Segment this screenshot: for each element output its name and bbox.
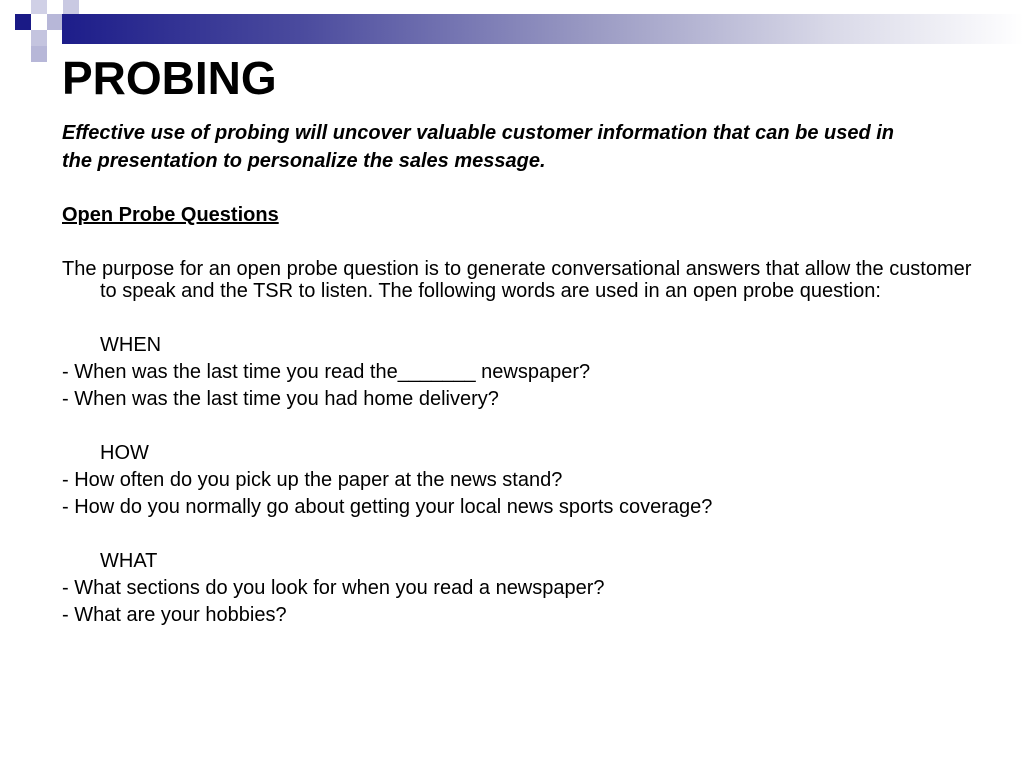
slide-body (62, 122, 982, 626)
slide-title: PROBING (62, 52, 277, 104)
deco-square (47, 14, 63, 30)
deco-square (31, 30, 47, 46)
spacer (62, 172, 982, 204)
header-gradient-bar (62, 14, 1024, 44)
purpose-paragraph: The purpose for an open probe question is to generate conversational answers that allow the customer to speak and the TSR to listen. The following words are used in an open probe question: (62, 258, 972, 302)
keyword-what: WHAT (100, 550, 158, 572)
question-item: - When was the last time you read the_______ newspaper? (62, 361, 591, 383)
keyword-when: WHEN (100, 334, 162, 356)
question-item: - How often do you pick up the paper at the news stand? (62, 469, 563, 491)
question-item: - What sections do you look for when you read a newspaper? (62, 577, 605, 599)
spacer (62, 410, 982, 442)
intro-line-1: Effective use of probing will uncover valuable customer information that can be used in (62, 122, 895, 144)
deco-square (31, 0, 47, 14)
spacer (62, 226, 982, 258)
keyword-how: HOW (100, 442, 149, 464)
spacer (62, 518, 982, 550)
question-item: - How do you normally go about getting your local news sports coverage? (62, 496, 713, 518)
deco-square (15, 14, 31, 30)
section-heading: Open Probe Questions (62, 204, 279, 226)
deco-square (31, 46, 47, 62)
spacer (62, 302, 982, 334)
deco-square (63, 0, 79, 14)
question-item: - What are your hobbies? (62, 604, 287, 626)
intro-line-2: the presentation to personalize the sales message. (62, 150, 546, 172)
question-item: - When was the last time you had home delivery? (62, 388, 499, 410)
